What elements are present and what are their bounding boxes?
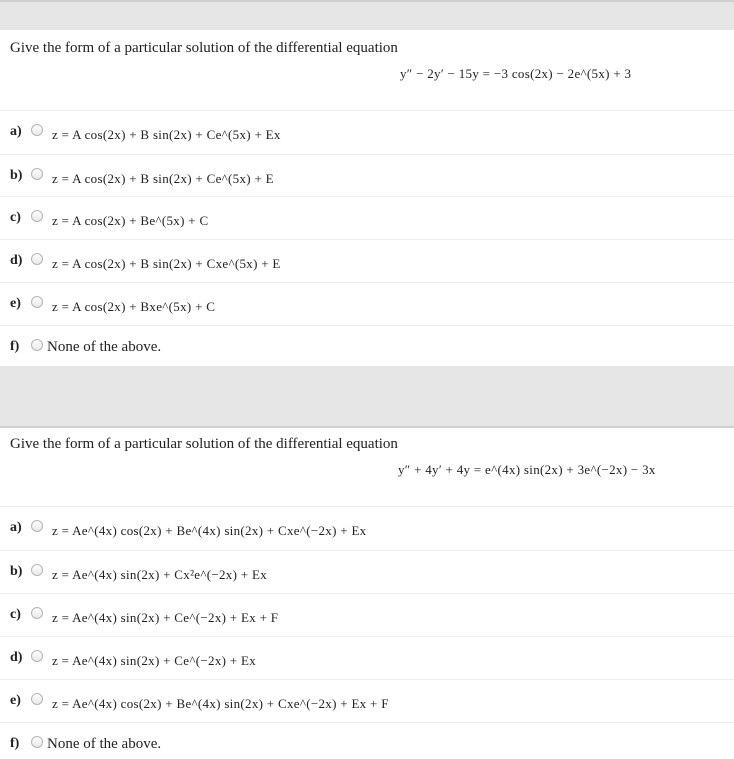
top-separator-band bbox=[0, 0, 734, 30]
option-text: z = Ae^(4x) sin(2x) + Ce^(−2x) + Ex + F bbox=[52, 610, 279, 625]
answer-option-c[interactable] bbox=[0, 593, 734, 638]
answer-option-c[interactable] bbox=[0, 196, 734, 241]
question-prompt: Give the form of a particular solution of the differential equation bbox=[10, 436, 398, 452]
answer-option-e[interactable] bbox=[0, 679, 734, 724]
option-letter: e) bbox=[10, 296, 21, 311]
option-letter: c) bbox=[10, 210, 21, 225]
answer-option-d[interactable] bbox=[0, 636, 734, 681]
option-letter: f) bbox=[10, 339, 20, 354]
option-text: None of the above. bbox=[47, 736, 162, 752]
option-text: z = A cos(2x) + B sin(2x) + Cxe^(5x) + E bbox=[52, 256, 281, 271]
question-2 bbox=[0, 428, 734, 758]
option-letter: f) bbox=[10, 736, 20, 751]
option-text: z = A cos(2x) + Be^(5x) + C bbox=[52, 213, 209, 228]
option-letter: b) bbox=[10, 168, 23, 183]
option-letter: c) bbox=[10, 607, 21, 622]
question-1 bbox=[0, 30, 734, 366]
option-letter: d) bbox=[10, 253, 23, 268]
answer-option-e[interactable] bbox=[0, 282, 734, 327]
option-letter: a) bbox=[10, 124, 22, 139]
radio-button[interactable] bbox=[31, 607, 43, 619]
question-separator-band bbox=[0, 366, 734, 428]
radio-button[interactable] bbox=[31, 124, 43, 136]
radio-button[interactable] bbox=[31, 650, 43, 662]
radio-button[interactable] bbox=[31, 339, 43, 351]
option-text: None of the above. bbox=[47, 339, 162, 355]
option-letter: b) bbox=[10, 564, 23, 579]
radio-button[interactable] bbox=[31, 693, 43, 705]
option-letter: e) bbox=[10, 693, 21, 708]
option-text: z = A cos(2x) + B sin(2x) + Ce^(5x) + Ex bbox=[52, 127, 281, 142]
answer-option-b[interactable] bbox=[0, 550, 734, 595]
option-text: z = Ae^(4x) cos(2x) + Be^(4x) sin(2x) + Cxe^(−2x) + Ex bbox=[52, 523, 367, 538]
answer-option-a[interactable] bbox=[0, 506, 734, 551]
radio-button[interactable] bbox=[31, 168, 43, 180]
radio-button[interactable] bbox=[31, 210, 43, 222]
radio-button[interactable] bbox=[31, 736, 43, 748]
answer-option-f[interactable] bbox=[0, 325, 734, 370]
option-text: z = Ae^(4x) cos(2x) + Be^(4x) sin(2x) + Cxe^(−2x) + Ex + F bbox=[52, 696, 389, 711]
option-letter: a) bbox=[10, 520, 22, 535]
radio-button[interactable] bbox=[31, 564, 43, 576]
differential-equation: y″ − 2y′ − 15y = −3 cos(2x) − 2e^(5x) + 3 bbox=[400, 66, 632, 81]
option-text: z = A cos(2x) + Bxe^(5x) + C bbox=[52, 299, 216, 314]
option-text: z = Ae^(4x) sin(2x) + Ce^(−2x) + Ex bbox=[52, 653, 257, 668]
answer-option-d[interactable] bbox=[0, 239, 734, 284]
question-prompt: Give the form of a particular solution of the differential equation bbox=[10, 40, 398, 56]
radio-button[interactable] bbox=[31, 253, 43, 265]
radio-button[interactable] bbox=[31, 520, 43, 532]
answer-option-b[interactable] bbox=[0, 154, 734, 199]
option-letter: d) bbox=[10, 650, 23, 665]
differential-equation: y″ + 4y′ + 4y = e^(4x) sin(2x) + 3e^(−2x) − 3x bbox=[398, 462, 656, 477]
option-text: z = A cos(2x) + B sin(2x) + Ce^(5x) + E bbox=[52, 171, 274, 186]
answer-option-f[interactable] bbox=[0, 722, 734, 759]
radio-button[interactable] bbox=[31, 296, 43, 308]
answer-option-a[interactable] bbox=[0, 110, 734, 155]
option-text: z = Ae^(4x) sin(2x) + Cx²e^(−2x) + Ex bbox=[52, 567, 268, 582]
